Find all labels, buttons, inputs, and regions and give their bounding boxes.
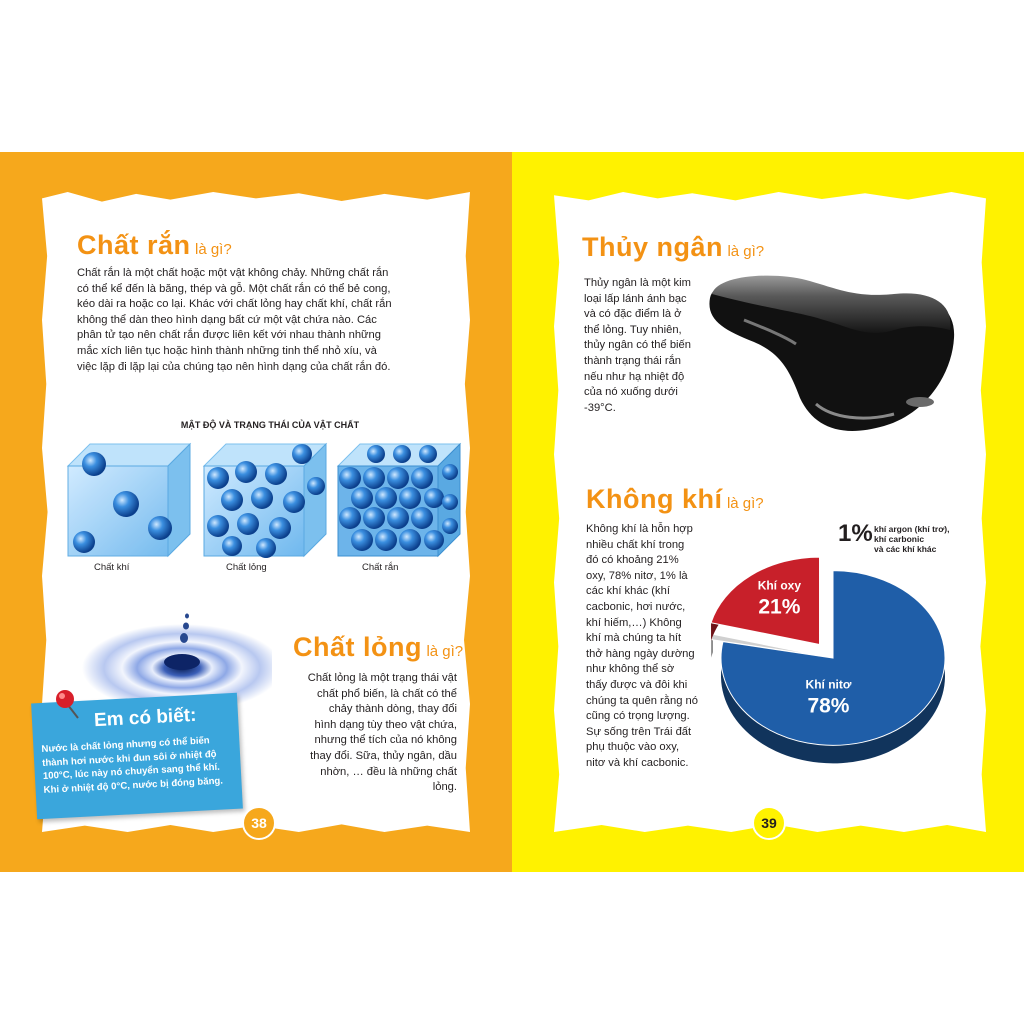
liquid-caption: Chất lỏng (226, 562, 267, 573)
other-gases-label-line: khí carbonic (874, 534, 925, 544)
liquid-title-suffix: là gì? (426, 643, 464, 660)
solid-caption: Chất rắn (362, 562, 399, 573)
air-title: Không khí (586, 484, 723, 514)
air-paragraph: Không khí là hỗn hợp nhiều chất khí trong đó có khoảng 21% oxy, 78% nitơ, 1% là các khí khác (khí cacbonic, hơi nước, khí hiếm,…) Không khí mà chúng ta hít thở hàng ngày dường như không thể sờ thấy được và đôi khi chúng ta quên rằng nó cũng có trọng lượng. Sự sống trên Trái đất phụ thuộc vào oxy, nitơ và khí cacbonic. (586, 523, 698, 769)
right-page (512, 152, 1024, 872)
gas-caption: Chất khí (94, 562, 130, 573)
page-number-left: 38 (242, 806, 276, 840)
solid-title: Chất rắn (77, 230, 191, 260)
note-text: Nước là chất lỏng nhưng có thể biến thành hơi nước khi đun sôi ở nhiệt độ 100°C, lúc này nó chuyển sang thể khí. Khi ở nhiệt độ 0°C, nước bị đóng băng. (41, 735, 224, 796)
solid-paragraph: Chất rắn là một chất hoặc một vật không chảy. Những chất rắn có thể kể đến là băng, thép và gỗ. Một chất rắn có thể bẻ cong, kéo dài ra hoặc co lại. Khác với chất lỏng hay chất khí, chất rắn không thể dàn theo hình dạng bất cứ một vật chứa nào. Các phân tử tạo nên chất rắn được liên kết với nhau thành những mắc xích liên tục hoặc hình thành những tinh thể nhỏ xíu, và việc lặp đi lặp lại của chúng tạo nên hình dạng của chất rắn đó. (77, 267, 392, 373)
page-number-right: 39 (752, 806, 786, 840)
mercury-paragraph: Thủy ngân là một kim loại lấp lánh ánh bạc và có đặc điểm là ở thể lỏng. Tuy nhiên, thủy ngân có thể biến thành trạng thái rắn nếu như hạ nhiệt độ của nó xuống dưới -39°C. (584, 277, 691, 414)
other-gases-percent: 1% (838, 520, 873, 547)
air-composition-pie-chart (698, 518, 968, 788)
other-gases-label-line: khí argon (khí trơ), (874, 524, 950, 534)
liquid-cube-illustration (202, 442, 328, 560)
liquid-heading (293, 632, 463, 663)
air-heading (586, 484, 764, 515)
other-gases-label-line: và các khí khác (874, 544, 937, 554)
density-heading: MẬT ĐỘ VÀ TRẠNG THÁI CỦA VẬT CHẤT (180, 420, 360, 430)
air-title-suffix: là gì? (726, 495, 764, 512)
pie-slice-label: Khí oxy (757, 578, 802, 593)
solid-heading (77, 230, 232, 261)
pie-slice-value: 78% (807, 694, 850, 718)
pie-slice-value: 21% (758, 595, 801, 619)
other-gases-label (874, 524, 949, 554)
solid-title-suffix: là gì? (194, 241, 232, 258)
solid-cube-illustration (336, 442, 462, 560)
mercury-blob-illustration (704, 268, 966, 438)
mercury-heading (582, 232, 764, 263)
pushpin-icon (54, 688, 84, 722)
left-page (0, 152, 512, 872)
pie-slice-label: Khí nitơ (805, 677, 852, 692)
note-title: Em có biết: (93, 704, 197, 732)
mercury-title: Thủy ngân (582, 232, 723, 262)
gas-cube-illustration (66, 442, 192, 560)
liquid-title: Chất lỏng (293, 632, 422, 662)
liquid-paragraph: Chất lỏng là một trạng thái vật chất phổ biến, là chất có thể chảy thành dòng, thay đổi hình dạng tùy theo vật chứa, nhưng thể tích của nó không thay đổi. Sữa, thủy ngân, dầu nhờn, … đều là những chất lỏng. (307, 672, 457, 794)
mercury-title-suffix: là gì? (727, 243, 765, 260)
